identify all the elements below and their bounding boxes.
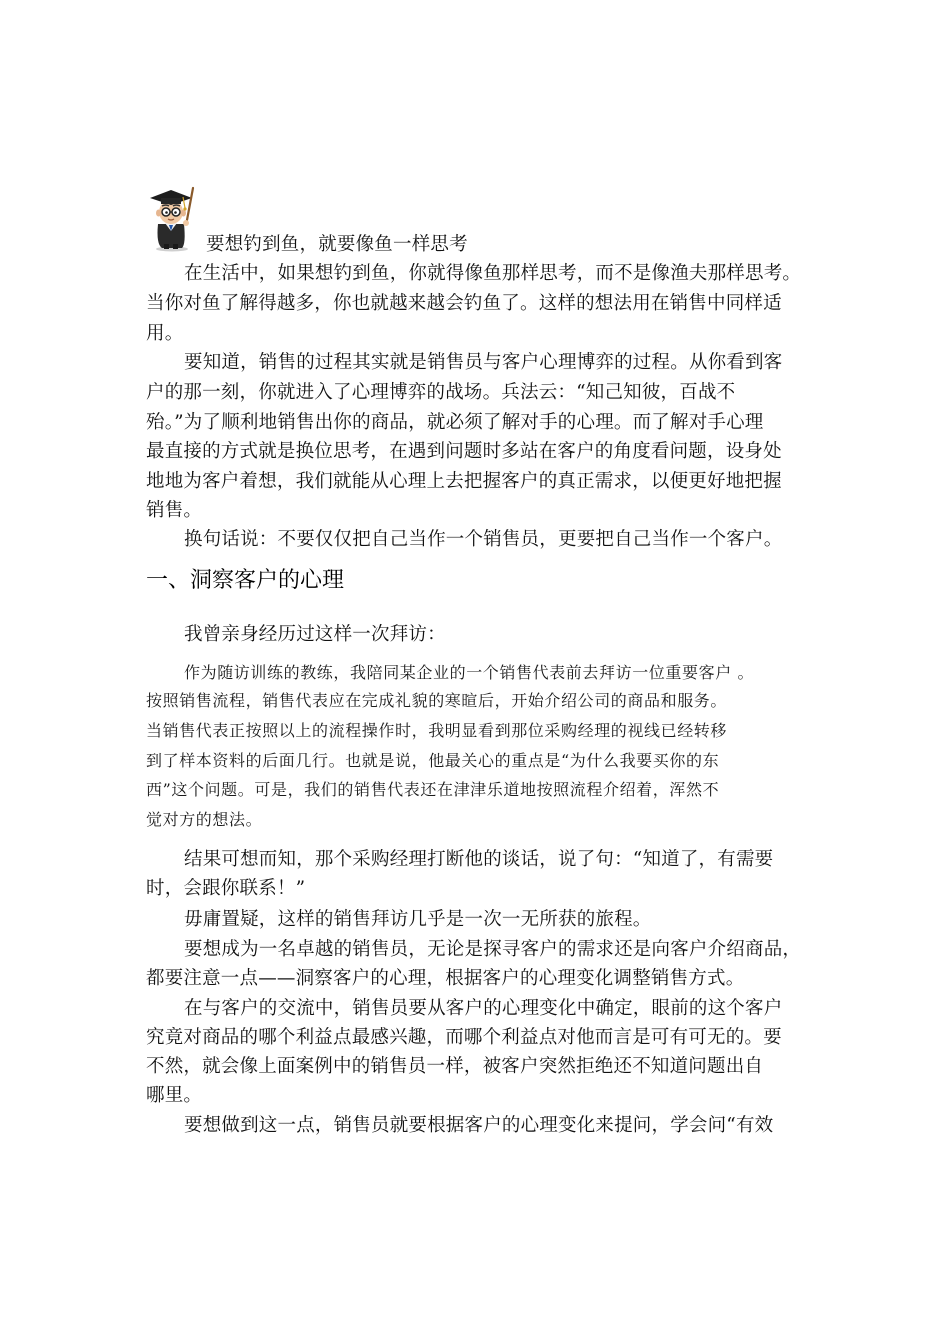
- paragraph-line: 用。: [146, 323, 184, 344]
- paragraph-line: 哪里。: [146, 1085, 203, 1106]
- paragraph-line: 换句话说：不要仅仅把自己当作一个销售员，更要把自己当作一个客户。: [184, 529, 783, 550]
- paragraph-line: 时，会跟你联系！”: [146, 878, 306, 899]
- paragraph-line: 殆。”为了顺利地销售出你的商品，就必须了解对手的心理。而了解对手心理: [146, 412, 764, 433]
- paragraph-line: 我曾亲身经历过这样一次拜访：: [184, 624, 446, 645]
- paragraph-line: 在生活中，如果想钓到鱼，你就得像鱼那样思考，而不是像渔夫那样思考。: [184, 263, 802, 284]
- paragraph-line: 要想做到这一点，销售员就要根据客户的心理变化来提问，学会问“有效: [184, 1115, 774, 1136]
- paragraph-line: 都要注意一点——洞察客户的心理，根据客户的心理变化调整销售方式。: [146, 968, 745, 989]
- paragraph-line: 不然，就会像上面案例中的销售员一样，被客户突然拒绝还不知道问题出自: [146, 1056, 764, 1077]
- paragraph-line: 要知道，销售的过程其实就是销售员与客户心理博弈的过程。从你看到客: [184, 352, 783, 373]
- quote-line: 按照销售流程，销售代表应在完成礼貌的寒暄后，开始介绍公司的商品和服务。: [146, 691, 728, 710]
- paragraph-line: 要想成为一名卓越的销售员，无论是探寻客户的需求还是向客户介绍商品，: [184, 939, 802, 960]
- paragraph-line: 地地为客户着想，我们就能从心理上去把握客户的真正需求，以便更好地把握: [146, 471, 782, 492]
- quote-line: 西”这个问题。可是，我们的销售代表还在津津乐道地按照流程介绍着，浑然不: [146, 780, 720, 799]
- paragraph-line: 在与客户的交流中，销售员要从客户的心理变化中确定，眼前的这个客户: [184, 998, 783, 1019]
- section-heading: 一、洞察客户的心理: [146, 568, 345, 593]
- paragraph-line: 户的那一刻，你就进入了心理博弈的战场。兵法云：“知己知彼，百战不: [146, 382, 736, 403]
- quote-line: 当销售代表正按照以上的流程操作时，我明显看到那位采购经理的视线已经转移: [146, 721, 728, 740]
- paragraph-line: 当你对鱼了解得越多，你也就越来越会钓鱼了。这样的想法用在销售中同样适: [146, 293, 782, 314]
- quote-line: 到了样本资料的后面几行。也就是说，他最关心的重点是“为什么我要买你的东: [146, 751, 720, 770]
- paragraph-line: 销售。: [146, 500, 203, 521]
- intro-title: 要想钓到鱼，就要像鱼一样思考: [206, 234, 468, 255]
- paragraph-line: 毋庸置疑，这样的销售拜访几乎是一次一无所获的旅程。: [184, 909, 652, 930]
- professor-illustration: [142, 186, 200, 252]
- paragraph-line: 最直接的方式就是换位思考，在遇到问题时多站在客户的角度看问题，设身处: [146, 441, 782, 462]
- quote-line: 作为随访训练的教练，我陪同某企业的一个销售代表前去拜访一位重要客户 。: [184, 663, 755, 682]
- paragraph-line: 结果可想而知，那个采购经理打断他的谈话，说了句：“知道了，有需要: [184, 849, 774, 870]
- quote-line: 觉对方的想法。: [146, 810, 263, 829]
- paragraph-line: 究竟对商品的哪个利益点最感兴趣，而哪个利益点对他而言是可有可无的。要: [146, 1027, 782, 1048]
